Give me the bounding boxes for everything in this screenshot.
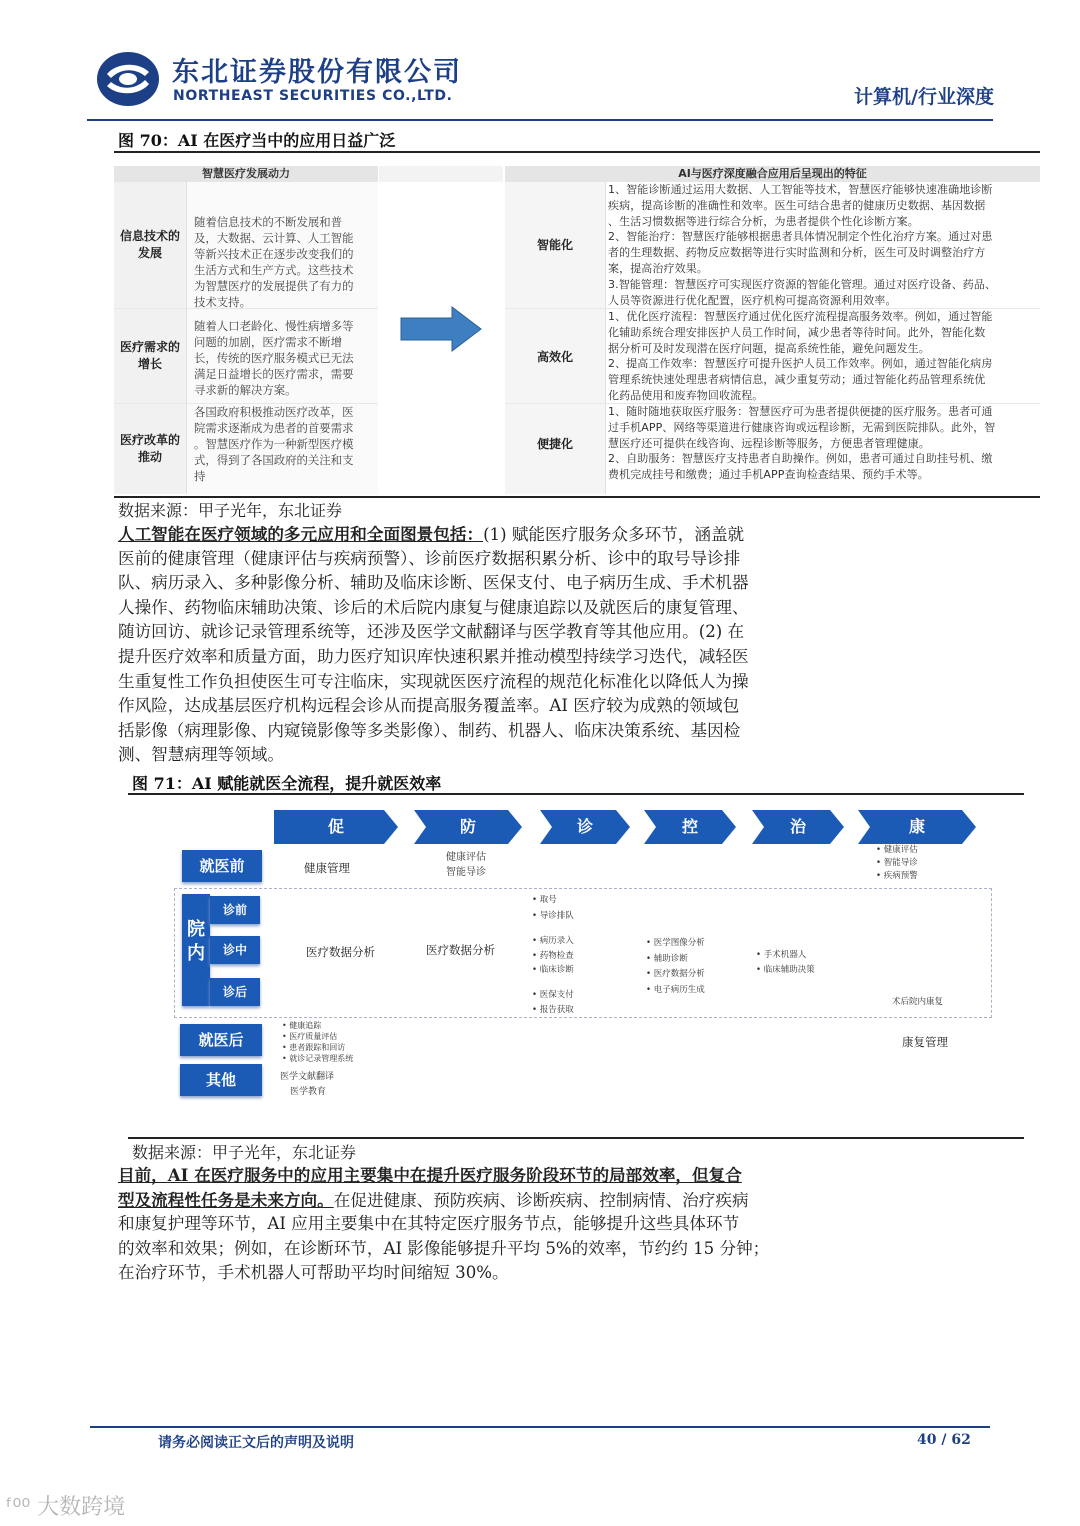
features-column <box>505 182 1040 494</box>
paragraph-2-lead-1: 目前，AI 在医疗服务中的应用主要集中在提升医疗服务阶段环节的局部效率，但复合 <box>118 1165 742 1185</box>
care-flow-diagram <box>170 800 1000 1130</box>
figure70-table <box>114 166 1040 496</box>
item-kong: • 医学图像分析 • 辅助诊断 • 医疗数据分析 • 电子病历生成 <box>646 938 705 995</box>
right-header: AI与医疗深度融合应用后呈现出的特征 <box>505 166 1040 182</box>
item-fang-data-analysis: 医疗数据分析 <box>426 943 495 957</box>
phase-cu: 促 <box>274 810 398 844</box>
figure70-title: 图 70：AI 在医疗当中的应用日益广泛 <box>118 131 396 150</box>
company-name-cn: 东北证券股份有限公司 <box>172 57 462 88</box>
figure71-bottom-rule <box>128 1137 1024 1139</box>
footer-divider <box>90 1426 990 1428</box>
company-logo <box>95 50 161 108</box>
feature-text-convenient: 1、随时随地获取医疗服务：智慧医疗可为患者提供便捷的医疗服务。患者可通 过手机APP、网络等渠道进行健康咨询或远程诊断，无需到医院排队。此外，智 慧医疗还可提供在线咨询、远程诊断等服务，方便患者管理健康。 2、自助服务：智慧医疗支持患者自助操作。例如，患者可通过自助挂号机、缴 费机完成挂号和缴费；通过手机APP查询检查结果、预约手术等。 <box>608 405 996 482</box>
paragraph-2: 目前，AI 在医疗服务中的应用主要集中在提升医疗服务阶段环节的局部效率，但复合 型及流程性任务是未来方向。在促进健康、预防疾病、诊断疾病、控制病情、治疗疾病 和康复护理等环节，AI 应用主要集中在其特定医疗服务节点，能够提升这些具体环节 的效率和效果；例如，在诊断环节，AI 影像能够提升平均 5%的效率，节约约 15 分钟； 在治疗环节，手术机器人可帮助平均时间缩短 30%。 <box>118 1165 770 1283</box>
watermark: ᶠ⁰⁰ 大数跨境 <box>6 1495 126 1520</box>
item-zhi: • 手术机器人 • 临床辅助决策 <box>756 950 815 975</box>
phase-zhi: 治 <box>752 810 844 844</box>
figure71-title: 图 71：AI 赋能就医全流程，提升就医效率 <box>132 774 442 793</box>
feature-label-smart: 智能化 <box>536 238 573 252</box>
figure70-source: 数据来源：甲子光年，东北证券 <box>118 501 343 520</box>
driver-label-reform: 医疗改革的 推动 <box>119 433 180 464</box>
driver-text-tech: 随着信息技术的不断发展和普 及，大数据、云计算、人工智能 等新兴技术正在逐步改变我们的 生活方式和生产方式。这些技术 为智慧医疗的发展提供了有力的 技术支持。 <box>194 215 354 309</box>
driver-label-demand: 医疗需求的 增长 <box>119 340 180 371</box>
stage-pre-diagnosis: 诊前 <box>210 896 260 924</box>
right-arrow-icon <box>400 306 482 352</box>
item-cu-data-analysis: 医疗数据分析 <box>306 945 375 959</box>
item-rehab-management: 康复管理 <box>902 1035 948 1049</box>
paragraph-2-lead-2: 型及流程性任务是未来方向。 <box>118 1189 334 1210</box>
stage-in-hospital: 院 内 <box>182 894 210 1006</box>
feature-text-efficient: 1、优化医疗流程：智慧医疗通过优化医疗流程提高服务效率。例如，通过智能 化辅助系统合理安排医护人员工作时间，减少患者等待时间。此外，智能化数 据分析可及时发现潜在医疗问题，提高系统性能，避免问题发生。 2、提高工作效率：智慧医疗可提升医护人员工作效率。例如，通过智能化病房 管理系统快速处理患者病情信息，减少重复劳动；通过智能化药品管理系统优 化药品使用和废弃物回收流程。 <box>608 310 993 402</box>
report-category: 计算机/行业深度 <box>854 86 994 108</box>
page-number: 40 / 62 <box>917 1432 971 1448</box>
figure71-top-rule <box>128 793 1024 795</box>
header-divider <box>87 119 993 121</box>
item-zhen-during: • 病历录入 • 药物检查 • 临床诊断 <box>532 936 574 975</box>
driver-text-demand: 随着人口老龄化、慢性病增多等 问题的加剧，医疗需求不断增 长，传统的医疗服务模式已无法 满足日益增长的医疗需求，需要 寻求新的解决方案。 <box>194 319 354 397</box>
item-fang-before: 健康评估 智能导诊 <box>446 852 486 878</box>
company-name-en: NORTHEAST SECURITIES CO.,LTD. <box>173 88 453 104</box>
stage-after-visit: 就医后 <box>180 1024 262 1056</box>
drivers-column <box>114 182 378 494</box>
header-gap <box>379 166 503 182</box>
item-kang-before: • 健康评估 • 智能导诊 • 疾病预警 <box>876 845 918 881</box>
driver-text-reform: 各国政府积极推动医疗改革，医 院需求逐渐成为患者的首要需求 。智慧医疗作为一种新型医疗模 式，得到了各国政府的关注和支 持 <box>194 405 354 483</box>
paragraph-1-lead: 人工智能在医疗领域的多元应用和全面图景包括： <box>118 524 484 544</box>
phase-fang: 防 <box>414 810 522 844</box>
item-zhen-post: • 医保支付 • 报告获取 <box>532 990 574 1015</box>
figure71-source: 数据来源：甲子光年，东北证券 <box>132 1143 357 1162</box>
item-after-list: • 健康追踪 • 医疗质量评估 • 患者跟踪和回访 • 就诊记录管理系统 <box>282 1021 354 1063</box>
item-health-management: 健康管理 <box>304 861 350 875</box>
phase-kang: 康 <box>858 810 976 844</box>
item-other-list: 医学文献翻译 医学教育 <box>280 1072 335 1097</box>
hospital-dashed-area <box>174 888 992 1018</box>
stage-during-diagnosis: 诊中 <box>210 936 260 964</box>
footer-disclaimer: 请务必阅读正文后的声明及说明 <box>158 1435 354 1451</box>
watermark-icon: ᶠ⁰⁰ <box>6 1495 31 1520</box>
paragraph-1: 人工智能在医疗领域的多元应用和全面图景包括：(1) 赋能医疗服务众多环节，涵盖就 医前的健康管理（健康评估与疾病预警）、诊前医疗数据积累分析、诊中的取号导诊排 队、病历录入、多种影像分析、辅助及临床诊断、医保支付、电子病历生成、手术机器 人操作、药物临床辅助决策、诊后的术后院内康复与健康追踪以及就医后的康复管理、 随访回访、就诊记录管理系统等，还涉及医学文献翻译与医学教育等其他应用。(2) 在 提升医疗效率和质量方面，助力医疗知识库快速积累并推动模型持续学习迭代，减轻医 生重复性工作负担使医生可专注临床，实现就医医疗流程的规范化标准化以降低人为操 作风险，达成基层医疗机构远程会诊从而提高服务覆盖率。AI 医疗较为成熟的领域包 括影像（病理影像、内窥镜影像等多类影像）、制药、机器人、临床决策系统、基因检 测、智慧病理等领域。 <box>118 524 749 765</box>
feature-text-smart: 1、智能诊断通过运用大数据、人工智能等技术，智慧医疗能够快速准确地诊断 疾病，提高诊断的准确性和效率。医生可结合患者的健康历史数据、基因数据 、生活习惯数据等进行综合分析，为患者提供个性化诊断方案。 2、智能治疗：智慧医疗能够根据患者具体情况制定个性化治疗方案。通过对患 者的生理数据、药物反应数据等进行实时监测和分析，医生可及时调整治疗方 案，提高治疗效果。 3.智能管理：智慧医疗可实现医疗资源的智能化管理。通过对医疗设备、药品、 人员等资源进行优化配置，医疗机构可提高资源利用效率。 <box>608 183 997 307</box>
phase-zhen: 诊 <box>540 810 630 844</box>
left-header: 智慧医疗发展动力 <box>114 166 378 182</box>
feature-label-convenient: 便捷化 <box>536 437 573 451</box>
stage-other: 其他 <box>180 1064 262 1096</box>
driver-label-tech: 信息技术的 发展 <box>119 229 180 260</box>
item-zhen-pre: • 取号 • 导诊排队 <box>532 895 574 921</box>
phase-kong: 控 <box>644 810 736 844</box>
feature-label-efficient: 高效化 <box>536 350 573 364</box>
stage-before-visit: 就医前 <box>182 850 262 882</box>
figure70-top-rule <box>114 151 1040 153</box>
item-kang-hospital: 术后院内康复 <box>892 997 944 1007</box>
stage-post-diagnosis: 诊后 <box>210 978 260 1006</box>
